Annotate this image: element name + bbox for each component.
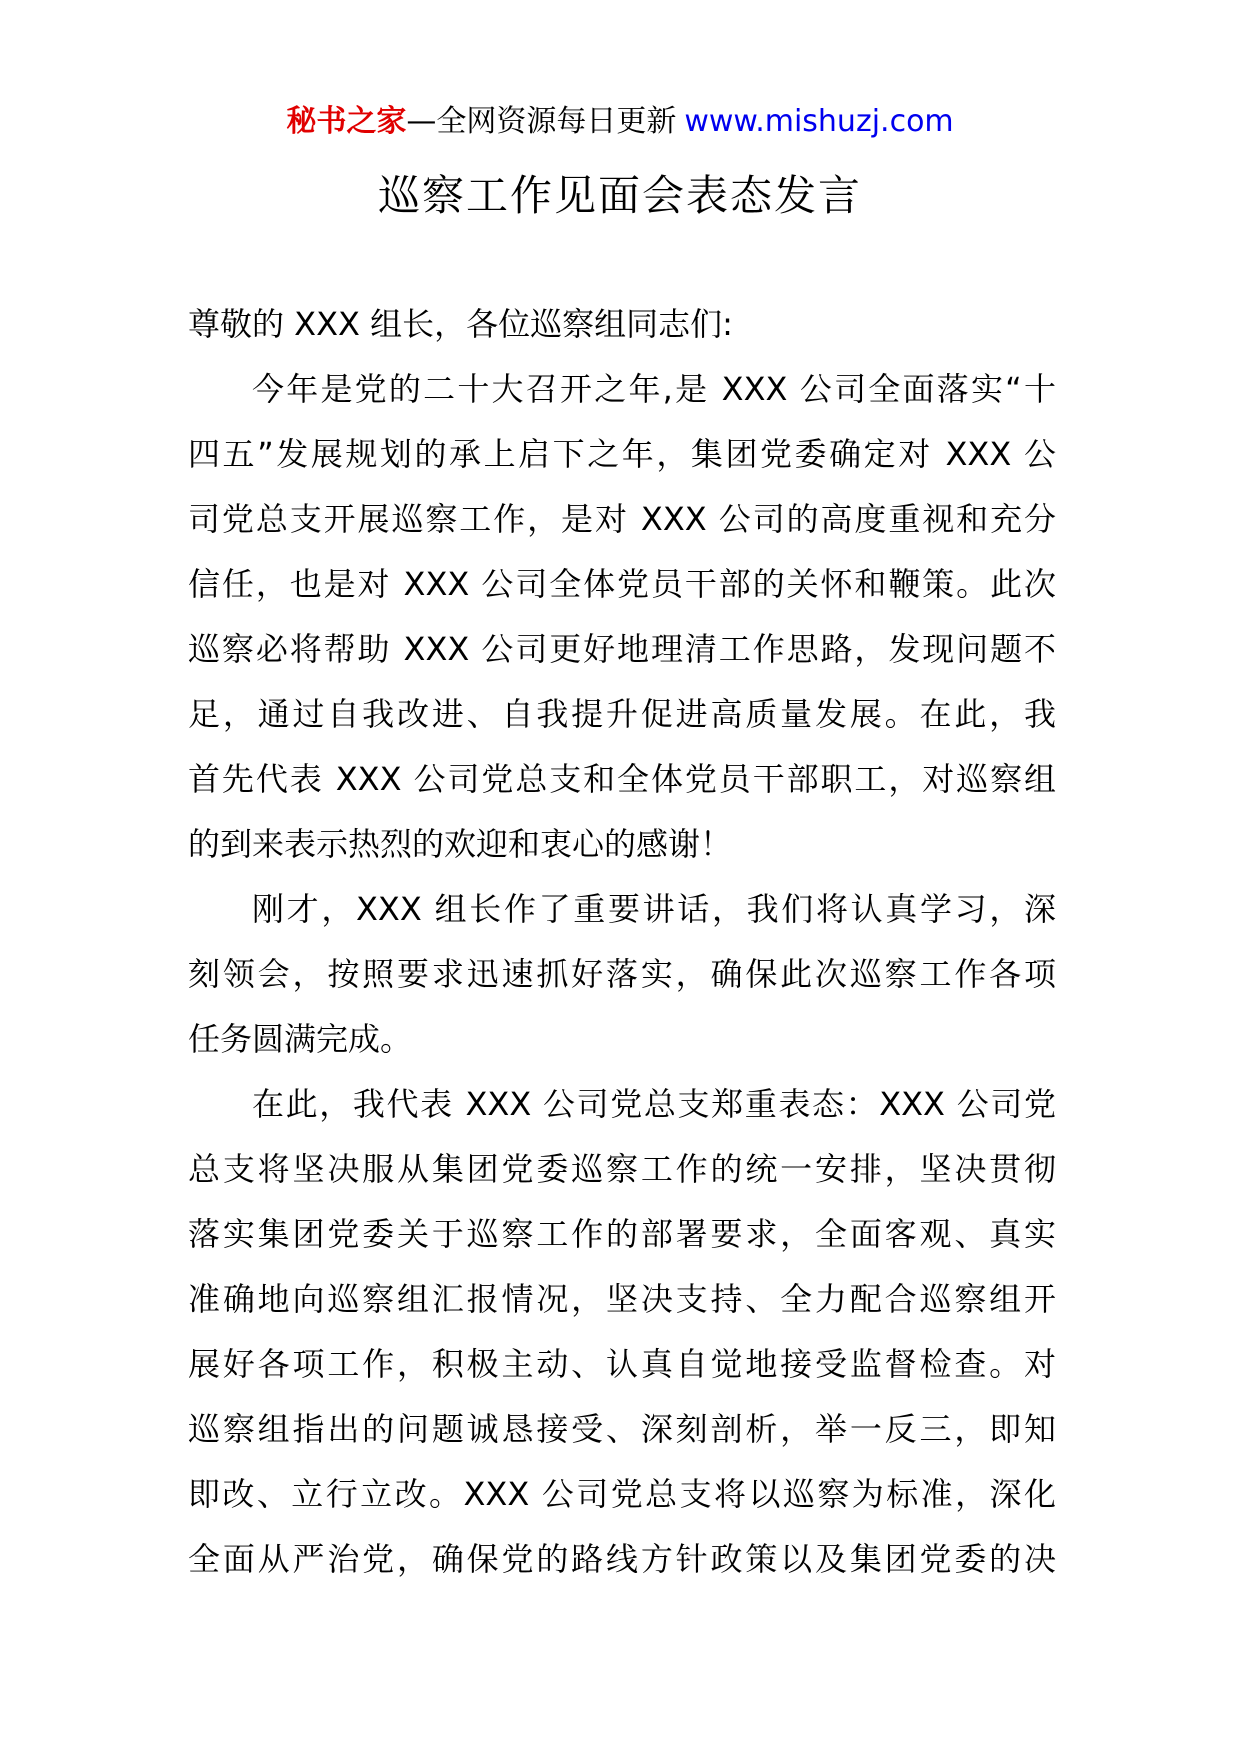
- text-line: 四五”发展规划的承上启下之年，集团党委确定对 XXX 公: [188, 435, 1056, 473]
- text-line: 展好各项工作，积极主动、认真自觉地接受监督检查。对: [188, 1345, 1056, 1383]
- text-line: 今年是党的二十大召开之年,是 XXX 公司全面落实“十: [252, 370, 1056, 408]
- document-title: 巡察工作见面会表态发言: [377, 171, 862, 220]
- text-line: 首先代表 XXX 公司党总支和全体党员干部职工，对巡察组: [188, 760, 1056, 798]
- site-banner: [0, 102, 1240, 142]
- text-line: 准确地向巡察组汇报情况，坚决支持、全力配合巡察组开: [188, 1280, 1056, 1318]
- text-line: 落实集团党委关于巡察工作的部署要求，全面客观、真实: [188, 1215, 1056, 1253]
- text-line: 的到来表示热烈的欢迎和衷心的感谢！: [188, 825, 733, 863]
- paragraph-commitment: [188, 877, 1056, 1072]
- text-line: 总支将坚决服从集团党委巡察工作的统一安排，坚决贯彻: [188, 1150, 1056, 1188]
- paragraph-welcome: [188, 357, 1056, 877]
- text-line: 司党总支开展巡察工作，是对 XXX 公司的高度重视和充分: [188, 500, 1056, 538]
- brand-name: 秘书之家: [286, 104, 407, 139]
- site-url-link[interactable]: www.mishuzj.com: [684, 104, 954, 139]
- text-line: 全面从严治党，确保党的路线方针政策以及集团党委的决: [188, 1540, 1056, 1578]
- text-line: 巡察组指出的问题诚恳接受、深刻剖析，举一反三，即知: [188, 1410, 1056, 1448]
- text-line: 即改、立行立改。XXX 公司党总支将以巡察为标准，深化: [188, 1475, 1056, 1513]
- text-line: 刻领会，按照要求迅速抓好落实，确保此次巡察工作各项: [188, 955, 1056, 993]
- paragraph-statement: [188, 1072, 1056, 1592]
- text-line: 在此，我代表 XXX 公司党总支郑重表态：XXX 公司党: [252, 1085, 1056, 1123]
- text-line: 信任，也是对 XXX 公司全体党员干部的关怀和鞭策。此次: [188, 565, 1056, 603]
- text-line: 刚才，XXX 组长作了重要讲话，我们将认真学习，深: [252, 890, 1056, 928]
- text-line: 任务圆满完成。: [188, 1020, 413, 1058]
- text-line: 巡察必将帮助 XXX 公司更好地理清工作思路，发现问题不: [188, 630, 1056, 668]
- greeting-line: 尊敬的 XXX 组长，各位巡察组同志们:: [188, 305, 733, 343]
- document-body: [188, 292, 1056, 1592]
- banner-slogan: —全网资源每日更新: [406, 104, 677, 139]
- text-line: 足，通过自我改进、自我提升促进高质量发展。在此，我: [188, 695, 1056, 733]
